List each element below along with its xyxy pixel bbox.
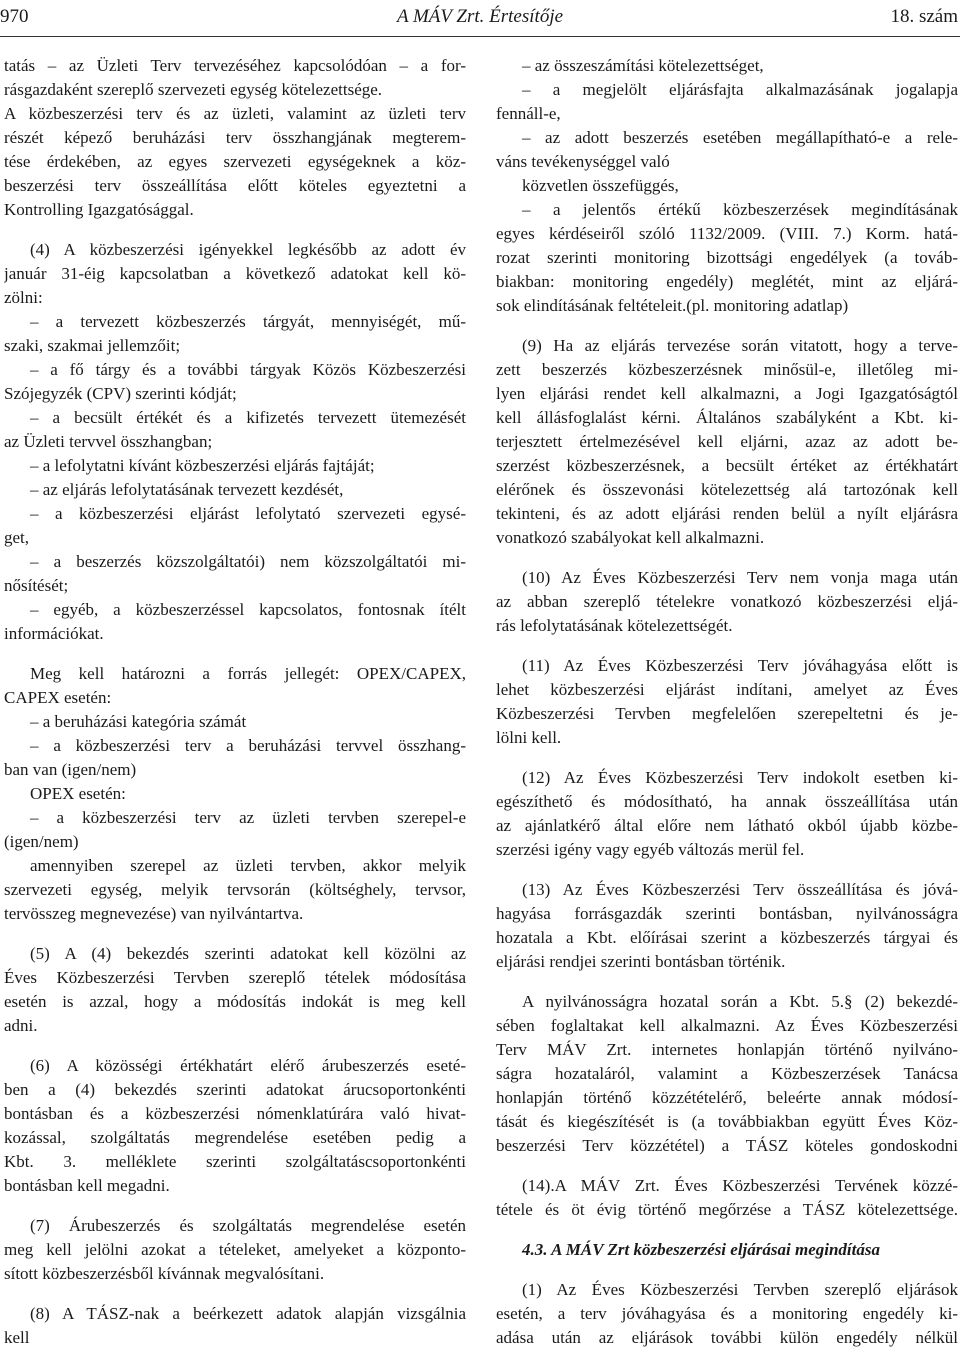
text-line: (4) A közbeszerzési igényekkel legkésőbb az adott év [30,240,466,259]
text-line: Közbeszerzési Tervben megfelelően szerepeltetni és je- [496,704,958,723]
text-line: tése érdekében, az egyes szervezeti egységeknek a köz- [4,152,466,171]
text-line: tervösszeg megnevezése) van nyilvántartva. [4,904,304,923]
text-line: – a jelentős értékű közbeszerzések megindításának [522,200,958,219]
publication-title: A MÁV Zrt. Értesítője [396,6,564,27]
text-line: eljárási rendjei szerinti bontásban történik. [496,952,786,971]
text-line: meg kell jelölni azokat a tételeket, amelyeket a központo- [4,1240,466,1259]
text-line: zett beszerzés közbeszerzésnek minősül-e, illetőleg mi- [496,360,958,379]
text-line: (7) Árubeszerzés és szolgáltatás megrendelése esetén [30,1216,466,1235]
text-line: fennáll-e, [496,104,561,123]
text-line: Meg kell határozni a forrás jellegét: OPEX/CAPEX, [30,664,466,683]
text-line: kell állásfoglalást kérni. Általános szabályként a Kbt. ki- [496,408,958,427]
text-line: sított közbeszerzésből kívánnak megvalósítani. [4,1264,325,1283]
text-line: tekinteni, és az adott eljárási renden belül a nyílt eljárásra [496,504,958,523]
left-column [4,0,466,1368]
text-line: (14).A MÁV Zrt. Éves Közbeszerzési Tervének közzé- [522,1176,958,1195]
text-line: szerzést közbeszerzésnek, a becsült értéket az értékhatárt [496,456,958,475]
text-line: ben a (4) bekezdés szerinti adatokat árucsoportonkénti [4,1080,466,1099]
text-line: (5) A (4) bekezdés szerinti adatokat kell közölni az [30,944,466,963]
text-line: A nyilvánosságra hozatal során a Kbt. 5.§ (2) bekezdé- [522,992,958,1011]
text-line: beszerzési Terv közzététel) a TÁSZ köteles gondoskodni [496,1136,958,1155]
text-line: CAPEX esetén: [4,688,112,707]
text-line: (13) Az Éves Közbeszerzési Terv összeállítása és jóvá- [522,880,958,899]
text-line: (10) Az Éves Közbeszerzési Terv nem vonja maga után [522,568,958,587]
text-line: (11) Az Éves Közbeszerzési Terv jóváhagyása előtt is [522,656,958,675]
text-line: – a beruházási kategória számát [30,712,247,731]
text-line: Terv MÁV Zrt. internetes honlapján történő nyilváno- [496,1040,958,1059]
text-line: szerzési igény vagy egyéb változás merül fel. [496,840,805,859]
text-line: Kontrolling Igazgatósággal. [4,200,194,219]
text-line: kell [4,1328,30,1347]
text-line: – a tervezett közbeszerzés tárgyát, mennyiségét, mű- [30,312,466,331]
text-line: az abban szereplő tételekre vonatkozó közbeszerzési eljá- [496,592,958,611]
text-line: bontásban kell megadni. [4,1176,170,1195]
text-line: rásgazdaként szereplő szervezeti egység kötelezettsége. [4,80,383,99]
text-line: rozat szerinti monitoring bizottsági engedélyek (a továb- [496,248,958,267]
text-line: tétele és öt évig történő megőrzése a TÁSZ kötelezettsége. [496,1200,958,1219]
text-line: részét képező beruházási terv összhangjának megterem- [4,128,466,147]
text-line: Szójegyzék (CPV) szerinti kódját; [4,384,237,403]
text-line: – a megjelölt eljárásfajta alkalmazásának jogalapja [522,80,958,99]
text-line: A közbeszerzési terv és az üzleti, valamint az üzleti terv [4,104,466,123]
text-line: – a lefolytatni kívánt közbeszerzési eljárás fajtáját; [30,456,375,475]
text-line: esetén, a terv jóváhagyása és a monitoring engedély ki- [496,1304,958,1323]
text-line: az Üzleti tervvel összhangban; [4,432,213,451]
text-line: lyen eljárási rendet kell alkalmazni, a Jogi Igazgatóságtól [496,384,958,403]
text-line: információkat. [4,624,104,643]
text-line: – egyéb, a közbeszerzéssel kapcsolatos, fontosnak ítélt [30,600,466,619]
text-line: elérőnek és összevonási kötelezettség alá tartozónak kell [496,480,958,499]
text-line: (1) Az Éves Közbeszerzési Tervben szereplő eljárások [522,1280,958,1299]
text-line: (8) A TÁSZ-nak a beérkezett adatok alapján vizsgálnia [30,1304,466,1323]
text-line: ban van (igen/nem) [4,760,137,779]
text-line: sok elindításának feltételeit.(pl. monitoring adatlap) [496,296,849,315]
text-line: egyes kérdéseiről szóló 1132/2009. (VIII. 7.) Korm. hatá- [496,224,958,243]
text-line: vonatkozó szabályokat kell alkalmazni. [496,528,765,547]
text-line: honlapján történő közzétételérő, beleérte annak módosí- [496,1088,958,1107]
text-line: az ajánlatkérő által előre nem látható okból újabb közbe- [496,816,958,835]
text-line: Kbt. 3. melléklete szerinti szolgáltatáscsoportonkénti [4,1152,466,1171]
text-line: (6) A közösségi értékhatárt elérő árubeszerzés eseté- [30,1056,466,1075]
text-line: (9) Ha az eljárás tervezése során vitatott, hogy a terve- [522,336,958,355]
text-line: – a becsült értékét és a kifizetés tervezett ütemezését [30,408,466,427]
text-line: lehet közbeszerzési eljárást indítani, amelyet az Éves [496,680,958,699]
text-line: – a közbeszerzési eljárást lefolytató szervezeti egysé- [30,504,466,523]
text-line: Éves Közbeszerzési Tervben szereplő tételek módosítása [4,968,466,987]
text-line: (12) Az Éves Közbeszerzési Terv indokolt esetben ki- [522,768,958,787]
text-line: biakban: monitoring engedély) meglétét, mint az eljárá- [496,272,958,291]
text-line: – az eljárás lefolytatásának tervezett kezdését, [30,480,344,499]
text-line: amennyiben szerepel az üzleti tervben, akkor melyik [30,856,466,875]
text-line: tatás – az Üzleti Terv tervezéséhez kapcsolódóan – a for- [4,56,466,75]
text-line: (igen/nem) [4,832,79,851]
text-line: közvetlen összefüggés, [522,176,679,195]
text-line: január 31-éig kapcsolatban a következő adatokat kell kö- [4,264,466,283]
text-line: sében foglaltakat kell alkalmazni. Az Éves Közbeszerzési [496,1016,958,1035]
text-line: – az adott beszerzés esetében megállapítható-e a rele- [522,128,958,147]
text-line: szervezeti egység, melyik tervsorán (költséghely, tervsor, [4,880,466,899]
text-line: – a fő tárgy és a további tárgyak Közös Közbeszerzési [30,360,466,379]
text-line: nősítését; [4,576,69,595]
text-line: OPEX esetén: [30,784,126,803]
text-line: – a beszerzés közszolgáltatói) nem közszolgáltatói mi- [30,552,466,571]
text-line: egészíthető és módosítható, ha annak összeállítása után [496,792,958,811]
text-line: adása után az eljárások további külön engedély nélkül [496,1328,958,1347]
text-line: tását és kiegészítését is (a továbbiakban együtt Éves Köz- [496,1112,958,1131]
text-line: esetén is azzal, hogy a módosítás indokát is meg kell [4,992,466,1011]
text-line: terjesztett értelmezésével kell eljárni, azaz az adott be- [496,432,958,451]
text-line: váns tevékenységgel való [496,152,670,171]
text-line: hozatala a Kbt. előírásai szerint a közbeszerzés tárgyai és [496,928,958,947]
text-line: hagyása forrásgazdák szerinti bontásban, nyilvánosságra [496,904,958,923]
page-number: 970 [0,6,29,27]
text-line: rás lefolytatásának kötelezettségét. [496,616,733,635]
text-line: – az összeszámítási kötelezettséget, [522,56,764,75]
text-line: – a közbeszerzési terv a beruházási tervvel összhang- [30,736,466,755]
text-line: get, [4,528,30,547]
text-line: lölni kell. [496,728,562,747]
text-line: beszerzési terv összeállítása előtt köteles egyeztetni a [4,176,466,195]
text-line: – a közbeszerzési terv az üzleti tervben szerepel-e [30,808,466,827]
text-line: ságra hozataláról, valamint a Közbeszerzések Tanácsa [496,1064,958,1083]
text-line: zölni: [4,288,43,307]
text-line: szaki, szakmai jellemzőit; [4,336,181,355]
text-line: kozással, szolgáltatás megrendelése esetében pedig a [4,1128,466,1147]
issue-number: 18. szám [890,6,958,27]
text-line: bontásban és a közbeszerzési nómenklatúrára való hivat- [4,1104,466,1123]
text-line: 4.3. A MÁV Zrt közbeszerzési eljárásai megindítása [522,1240,880,1259]
right-column [496,0,958,1368]
text-line: adni. [4,1016,38,1035]
